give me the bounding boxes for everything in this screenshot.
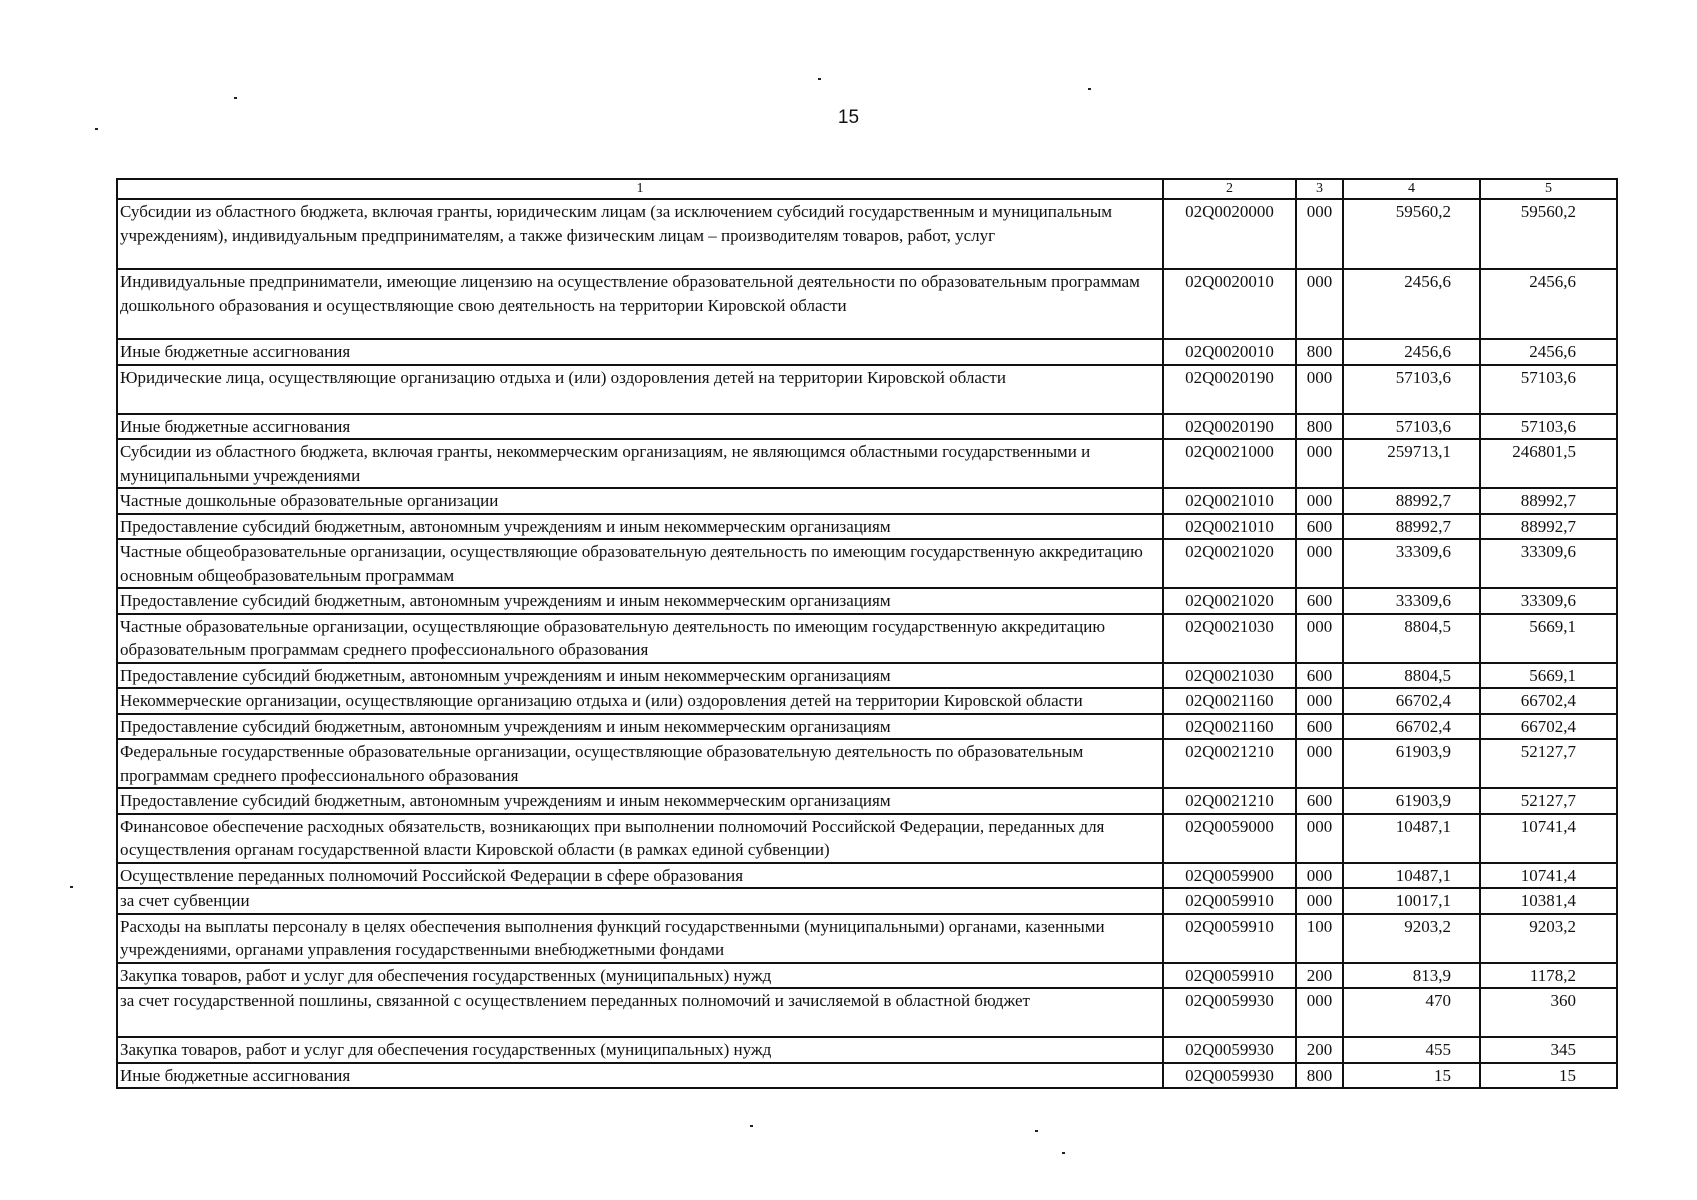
type-cell: 000 <box>1296 888 1343 914</box>
type-cell: 000 <box>1296 739 1343 788</box>
name-cell: Частные общеобразовательные организации, осуществляющие образовательную деятельность по имеющим государственную аккредитацию основным общеобразовательным программам <box>117 539 1163 588</box>
value-cell-5: 33309,6 <box>1480 588 1617 614</box>
type-cell: 600 <box>1296 514 1343 540</box>
table-row <box>117 988 1617 1037</box>
value-cell-5: 5669,1 <box>1480 614 1617 663</box>
code-cell: 02Q0021160 <box>1163 714 1296 740</box>
table-row <box>117 365 1617 414</box>
name-cell: Иные бюджетные ассигнования <box>117 339 1163 365</box>
value-cell-5: 57103,6 <box>1480 414 1617 440</box>
value-cell-4: 455 <box>1343 1037 1480 1063</box>
type-cell: 200 <box>1296 963 1343 989</box>
value-cell-5: 52127,7 <box>1480 788 1617 814</box>
value-cell-5: 88992,7 <box>1480 488 1617 514</box>
header-cell: 5 <box>1480 179 1617 199</box>
code-cell: 02Q0020000 <box>1163 199 1296 269</box>
value-cell-4: 15 <box>1343 1063 1480 1089</box>
value-cell-5: 10741,4 <box>1480 863 1617 889</box>
header-cell: 2 <box>1163 179 1296 199</box>
type-cell: 800 <box>1296 414 1343 440</box>
value-cell-4: 259713,1 <box>1343 439 1480 488</box>
table-row <box>117 488 1617 514</box>
code-cell: 02Q0059900 <box>1163 863 1296 889</box>
table-row <box>117 414 1617 440</box>
type-cell: 000 <box>1296 269 1343 339</box>
value-cell-4: 61903,9 <box>1343 788 1480 814</box>
value-cell-4: 57103,6 <box>1343 414 1480 440</box>
header-cell: 3 <box>1296 179 1343 199</box>
type-cell: 600 <box>1296 588 1343 614</box>
code-cell: 02Q0020010 <box>1163 339 1296 365</box>
value-cell-4: 59560,2 <box>1343 199 1480 269</box>
value-cell-5: 66702,4 <box>1480 714 1617 740</box>
table-row <box>117 714 1617 740</box>
scan-speck <box>95 128 98 130</box>
type-cell: 600 <box>1296 663 1343 689</box>
code-cell: 02Q0020010 <box>1163 269 1296 339</box>
value-cell-5: 15 <box>1480 1063 1617 1089</box>
value-cell-5: 345 <box>1480 1037 1617 1063</box>
table-row <box>117 614 1617 663</box>
table-row <box>117 269 1617 339</box>
name-cell: Некоммерческие организации, осуществляющие организацию отдыха и (или) оздоровления детей на территории Кировской области <box>117 688 1163 714</box>
value-cell-4: 61903,9 <box>1343 739 1480 788</box>
value-cell-5: 10381,4 <box>1480 888 1617 914</box>
scan-speck <box>818 78 821 80</box>
value-cell-4: 33309,6 <box>1343 539 1480 588</box>
type-cell: 000 <box>1296 863 1343 889</box>
type-cell: 000 <box>1296 199 1343 269</box>
code-cell: 02Q0021030 <box>1163 663 1296 689</box>
code-cell: 02Q0021020 <box>1163 539 1296 588</box>
name-cell: Предоставление субсидий бюджетным, автономным учреждениям и иным некоммерческим организациям <box>117 788 1163 814</box>
code-cell: 02Q0021010 <box>1163 514 1296 540</box>
type-cell: 600 <box>1296 714 1343 740</box>
name-cell: Предоставление субсидий бюджетным, автономным учреждениям и иным некоммерческим организациям <box>117 514 1163 540</box>
table-row <box>117 1037 1617 1063</box>
table-row <box>117 863 1617 889</box>
table-row <box>117 539 1617 588</box>
table-row <box>117 588 1617 614</box>
table-row <box>117 663 1617 689</box>
code-cell: 02Q0059930 <box>1163 1037 1296 1063</box>
scan-speck <box>234 97 237 99</box>
budget-table <box>116 178 1618 1089</box>
type-cell: 000 <box>1296 814 1343 863</box>
type-cell: 600 <box>1296 788 1343 814</box>
name-cell: Субсидии из областного бюджета, включая гранты, некоммерческим организациям, не являющимся областными государственными и муниципальными учреждениями <box>117 439 1163 488</box>
value-cell-5: 66702,4 <box>1480 688 1617 714</box>
value-cell-4: 10487,1 <box>1343 863 1480 889</box>
value-cell-4: 33309,6 <box>1343 588 1480 614</box>
value-cell-4: 66702,4 <box>1343 688 1480 714</box>
table-row <box>117 739 1617 788</box>
name-cell: за счет субвенции <box>117 888 1163 914</box>
value-cell-5: 52127,7 <box>1480 739 1617 788</box>
name-cell: Расходы на выплаты персоналу в целях обеспечения выполнения функций государственными (муниципальными) органами, казенными учреждениями, органами управления государственными внебюджетными фондами <box>117 914 1163 963</box>
value-cell-5: 10741,4 <box>1480 814 1617 863</box>
page-number: 15 <box>837 107 860 128</box>
scan-speck <box>1035 1130 1038 1132</box>
name-cell: Предоставление субсидий бюджетным, автономным учреждениям и иным некоммерческим организациям <box>117 663 1163 689</box>
code-cell: 02Q0021010 <box>1163 488 1296 514</box>
name-cell: Иные бюджетные ассигнования <box>117 1063 1163 1089</box>
value-cell-4: 10017,1 <box>1343 888 1480 914</box>
value-cell-5: 9203,2 <box>1480 914 1617 963</box>
table-row <box>117 914 1617 963</box>
name-cell: Федеральные государственные образовательные организации, осуществляющие образовательную деятельность по образовательным программам среднего профессионального образования <box>117 739 1163 788</box>
code-cell: 02Q0059930 <box>1163 1063 1296 1089</box>
code-cell: 02Q0059910 <box>1163 914 1296 963</box>
name-cell: Закупка товаров, работ и услуг для обеспечения государственных (муниципальных) нужд <box>117 1037 1163 1063</box>
table-row <box>117 339 1617 365</box>
type-cell: 200 <box>1296 1037 1343 1063</box>
type-cell: 000 <box>1296 488 1343 514</box>
value-cell-5: 2456,6 <box>1480 339 1617 365</box>
code-cell: 02Q0021030 <box>1163 614 1296 663</box>
table-row <box>117 814 1617 863</box>
type-cell: 000 <box>1296 365 1343 414</box>
value-cell-5: 33309,6 <box>1480 539 1617 588</box>
value-cell-4: 8804,5 <box>1343 614 1480 663</box>
table-row <box>117 963 1617 989</box>
header-cell: 4 <box>1343 179 1480 199</box>
type-cell: 000 <box>1296 988 1343 1037</box>
name-cell: Юридические лица, осуществляющие организацию отдыха и (или) оздоровления детей на территории Кировской области <box>117 365 1163 414</box>
value-cell-5: 88992,7 <box>1480 514 1617 540</box>
value-cell-5: 2456,6 <box>1480 269 1617 339</box>
name-cell: Иные бюджетные ассигнования <box>117 414 1163 440</box>
type-cell: 000 <box>1296 614 1343 663</box>
name-cell: Субсидии из областного бюджета, включая гранты, юридическим лицам (за исключением субсидий государственным и муниципальным учреждениям), индивидуальным предпринимателям, а также физическим лицам – производителям товаров, работ, услуг <box>117 199 1163 269</box>
value-cell-4: 470 <box>1343 988 1480 1037</box>
code-cell: 02Q0021160 <box>1163 688 1296 714</box>
value-cell-4: 88992,7 <box>1343 514 1480 540</box>
scan-speck <box>1062 1152 1065 1154</box>
name-cell: Финансовое обеспечение расходных обязательств, возникающих при выполнении полномочий Российской Федерации, переданных для осуществления органам государственной власти Кировской области (в рамках единой субвенции) <box>117 814 1163 863</box>
value-cell-4: 66702,4 <box>1343 714 1480 740</box>
value-cell-5: 1178,2 <box>1480 963 1617 989</box>
value-cell-4: 2456,6 <box>1343 339 1480 365</box>
value-cell-4: 10487,1 <box>1343 814 1480 863</box>
code-cell: 02Q0020190 <box>1163 365 1296 414</box>
table-row <box>117 788 1617 814</box>
value-cell-5: 246801,5 <box>1480 439 1617 488</box>
code-cell: 02Q0059000 <box>1163 814 1296 863</box>
value-cell-4: 57103,6 <box>1343 365 1480 414</box>
type-cell: 100 <box>1296 914 1343 963</box>
table-row <box>117 688 1617 714</box>
code-cell: 02Q0021020 <box>1163 588 1296 614</box>
value-cell-5: 57103,6 <box>1480 365 1617 414</box>
value-cell-5: 360 <box>1480 988 1617 1037</box>
header-row <box>117 179 1617 199</box>
code-cell: 02Q0021210 <box>1163 739 1296 788</box>
header-cell: 1 <box>117 179 1163 199</box>
type-cell: 000 <box>1296 439 1343 488</box>
code-cell: 02Q0020190 <box>1163 414 1296 440</box>
name-cell: Предоставление субсидий бюджетным, автономным учреждениям и иным некоммерческим организациям <box>117 588 1163 614</box>
value-cell-4: 9203,2 <box>1343 914 1480 963</box>
value-cell-4: 813,9 <box>1343 963 1480 989</box>
name-cell: Закупка товаров, работ и услуг для обеспечения государственных (муниципальных) нужд <box>117 963 1163 989</box>
value-cell-4: 2456,6 <box>1343 269 1480 339</box>
code-cell: 02Q0059910 <box>1163 888 1296 914</box>
table-row <box>117 514 1617 540</box>
value-cell-5: 59560,2 <box>1480 199 1617 269</box>
table-row <box>117 1063 1617 1089</box>
type-cell: 800 <box>1296 339 1343 365</box>
code-cell: 02Q0021000 <box>1163 439 1296 488</box>
name-cell: за счет государственной пошлины, связанной с осуществлением переданных полномочий и зачисляемой в областной бюджет <box>117 988 1163 1037</box>
name-cell: Частные образовательные организации, осуществляющие образовательную деятельность по имеющим государственную аккредитацию образовательным программам среднего профессионального образования <box>117 614 1163 663</box>
table-row <box>117 199 1617 269</box>
type-cell: 800 <box>1296 1063 1343 1089</box>
type-cell: 000 <box>1296 688 1343 714</box>
name-cell: Индивидуальные предприниматели, имеющие лицензию на осуществление образовательной деятельности по образовательным программам дошкольного образования и осуществляющие свою деятельность на территории Кировской области <box>117 269 1163 339</box>
code-cell: 02Q0059910 <box>1163 963 1296 989</box>
scan-speck <box>1088 88 1091 90</box>
code-cell: 02Q0021210 <box>1163 788 1296 814</box>
value-cell-5: 5669,1 <box>1480 663 1617 689</box>
name-cell: Предоставление субсидий бюджетным, автономным учреждениям и иным некоммерческим организациям <box>117 714 1163 740</box>
type-cell: 000 <box>1296 539 1343 588</box>
name-cell: Частные дошкольные образовательные организации <box>117 488 1163 514</box>
value-cell-4: 88992,7 <box>1343 488 1480 514</box>
scan-speck <box>70 886 73 888</box>
name-cell: Осуществление переданных полномочий Российской Федерации в сфере образования <box>117 863 1163 889</box>
table-row <box>117 888 1617 914</box>
value-cell-4: 8804,5 <box>1343 663 1480 689</box>
scan-speck <box>750 1125 753 1127</box>
table-row <box>117 439 1617 488</box>
code-cell: 02Q0059930 <box>1163 988 1296 1037</box>
